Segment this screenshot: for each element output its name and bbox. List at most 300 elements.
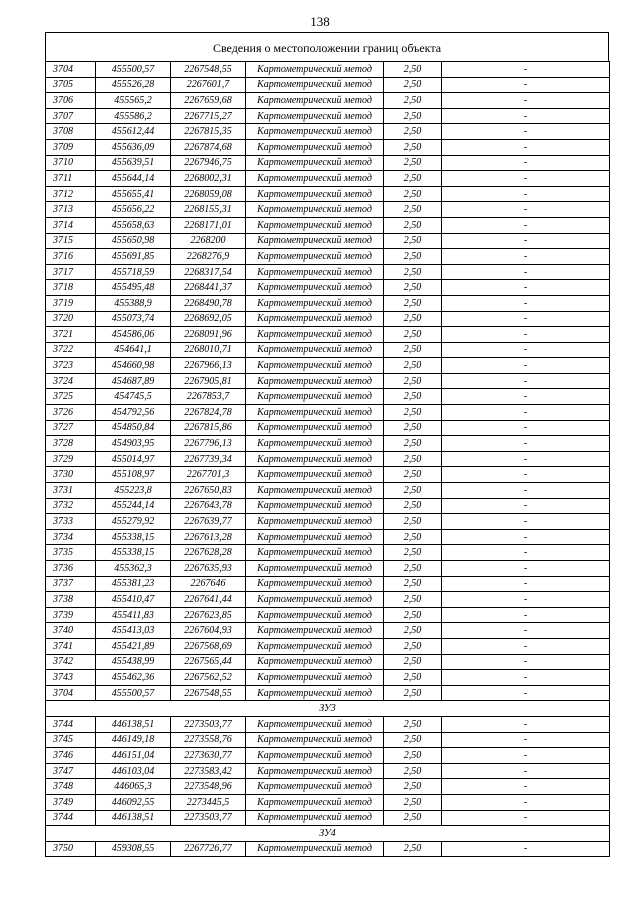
accuracy-cell: 2,50 bbox=[384, 732, 442, 748]
note-cell: - bbox=[442, 732, 610, 748]
method-cell: Картометрический метод bbox=[246, 654, 384, 670]
table-row bbox=[46, 716, 610, 732]
y-coordinate-cell: 2273503,77 bbox=[171, 716, 246, 732]
accuracy-cell: 2,50 bbox=[384, 545, 442, 561]
y-coordinate-cell: 2267641,44 bbox=[171, 592, 246, 608]
table-row bbox=[46, 202, 610, 218]
method-cell: Картометрический метод bbox=[246, 124, 384, 140]
accuracy-cell: 2,50 bbox=[384, 794, 442, 810]
note-cell: - bbox=[442, 93, 610, 109]
y-coordinate-cell: 2267796,13 bbox=[171, 436, 246, 452]
accuracy-cell: 2,50 bbox=[384, 748, 442, 764]
note-cell: - bbox=[442, 794, 610, 810]
accuracy-cell: 2,50 bbox=[384, 280, 442, 296]
point-number-cell: 3708 bbox=[46, 124, 96, 140]
accuracy-cell: 2,50 bbox=[384, 93, 442, 109]
table-row bbox=[46, 732, 610, 748]
accuracy-cell: 2,50 bbox=[384, 638, 442, 654]
y-coordinate-cell: 2267824,78 bbox=[171, 405, 246, 421]
x-coordinate-cell: 455462,36 bbox=[96, 670, 171, 686]
x-coordinate-cell: 446149,18 bbox=[96, 732, 171, 748]
note-cell: - bbox=[442, 716, 610, 732]
accuracy-cell: 2,50 bbox=[384, 405, 442, 421]
x-coordinate-cell: 455565,2 bbox=[96, 93, 171, 109]
x-coordinate-cell: 454687,89 bbox=[96, 373, 171, 389]
table-row bbox=[46, 420, 610, 436]
x-coordinate-cell: 455338,15 bbox=[96, 529, 171, 545]
y-coordinate-cell: 2268317,54 bbox=[171, 264, 246, 280]
table-row bbox=[46, 529, 610, 545]
note-cell: - bbox=[442, 295, 610, 311]
table-row bbox=[46, 685, 610, 701]
table-row bbox=[46, 514, 610, 530]
method-cell: Картометрический метод bbox=[246, 498, 384, 514]
method-cell: Картометрический метод bbox=[246, 732, 384, 748]
note-cell: - bbox=[442, 529, 610, 545]
y-coordinate-cell: 2267659,68 bbox=[171, 93, 246, 109]
note-cell: - bbox=[442, 358, 610, 374]
table-row bbox=[46, 841, 610, 857]
note-cell: - bbox=[442, 233, 610, 249]
accuracy-cell: 2,50 bbox=[384, 467, 442, 483]
note-cell: - bbox=[442, 763, 610, 779]
point-number-cell: 3711 bbox=[46, 171, 96, 187]
y-coordinate-cell: 2273445,5 bbox=[171, 794, 246, 810]
table-row bbox=[46, 638, 610, 654]
accuracy-cell: 2,50 bbox=[384, 841, 442, 857]
method-cell: Картометрический метод bbox=[246, 264, 384, 280]
x-coordinate-cell: 446138,51 bbox=[96, 810, 171, 826]
y-coordinate-cell: 2268276,9 bbox=[171, 249, 246, 265]
note-cell: - bbox=[442, 483, 610, 499]
accuracy-cell: 2,50 bbox=[384, 716, 442, 732]
method-cell: Картометрический метод bbox=[246, 249, 384, 265]
note-cell: - bbox=[442, 654, 610, 670]
note-cell: - bbox=[442, 217, 610, 233]
x-coordinate-cell: 446103,04 bbox=[96, 763, 171, 779]
x-coordinate-cell: 455381,23 bbox=[96, 576, 171, 592]
y-coordinate-cell: 2273503,77 bbox=[171, 810, 246, 826]
method-cell: Картометрический метод bbox=[246, 685, 384, 701]
x-coordinate-cell: 455644,14 bbox=[96, 171, 171, 187]
note-cell: - bbox=[442, 576, 610, 592]
table-row bbox=[46, 155, 610, 171]
y-coordinate-cell: 2267635,93 bbox=[171, 561, 246, 577]
x-coordinate-cell: 454745,5 bbox=[96, 389, 171, 405]
y-coordinate-cell: 2268059,08 bbox=[171, 186, 246, 202]
note-cell: - bbox=[442, 62, 610, 78]
point-number-cell: 3736 bbox=[46, 561, 96, 577]
point-number-cell: 3747 bbox=[46, 763, 96, 779]
point-number-cell: 3749 bbox=[46, 794, 96, 810]
method-cell: Картометрический метод bbox=[246, 514, 384, 530]
y-coordinate-cell: 2267853,7 bbox=[171, 389, 246, 405]
method-cell: Картометрический метод bbox=[246, 93, 384, 109]
note-cell: - bbox=[442, 638, 610, 654]
table-row bbox=[46, 670, 610, 686]
note-cell: - bbox=[442, 451, 610, 467]
boundary-table-container bbox=[45, 32, 609, 857]
table-row bbox=[46, 358, 610, 374]
x-coordinate-cell: 455014,97 bbox=[96, 451, 171, 467]
y-coordinate-cell: 2273548,96 bbox=[171, 779, 246, 795]
table-row bbox=[46, 623, 610, 639]
y-coordinate-cell: 2267739,34 bbox=[171, 451, 246, 467]
accuracy-cell: 2,50 bbox=[384, 389, 442, 405]
table-row bbox=[46, 233, 610, 249]
accuracy-cell: 2,50 bbox=[384, 623, 442, 639]
y-coordinate-cell: 2267815,86 bbox=[171, 420, 246, 436]
method-cell: Картометрический метод bbox=[246, 436, 384, 452]
method-cell: Картометрический метод bbox=[246, 373, 384, 389]
y-coordinate-cell: 2267646 bbox=[171, 576, 246, 592]
note-cell: - bbox=[442, 561, 610, 577]
method-cell: Картометрический метод bbox=[246, 607, 384, 623]
point-number-cell: 3706 bbox=[46, 93, 96, 109]
table-row bbox=[46, 264, 610, 280]
method-cell: Картометрический метод bbox=[246, 576, 384, 592]
y-coordinate-cell: 2267946,75 bbox=[171, 155, 246, 171]
accuracy-cell: 2,50 bbox=[384, 249, 442, 265]
point-number-cell: 3744 bbox=[46, 810, 96, 826]
point-number-cell: 3704 bbox=[46, 685, 96, 701]
method-cell: Картометрический метод bbox=[246, 233, 384, 249]
x-coordinate-cell: 455650,98 bbox=[96, 233, 171, 249]
point-number-cell: 3748 bbox=[46, 779, 96, 795]
accuracy-cell: 2,50 bbox=[384, 654, 442, 670]
note-cell: - bbox=[442, 436, 610, 452]
y-coordinate-cell: 2267562,52 bbox=[171, 670, 246, 686]
point-number-cell: 3720 bbox=[46, 311, 96, 327]
x-coordinate-cell: 455108,97 bbox=[96, 467, 171, 483]
table-row bbox=[46, 217, 610, 233]
method-cell: Картометрический метод bbox=[246, 295, 384, 311]
note-cell: - bbox=[442, 748, 610, 764]
point-number-cell: 3741 bbox=[46, 638, 96, 654]
method-cell: Картометрический метод bbox=[246, 280, 384, 296]
y-coordinate-cell: 2267565,44 bbox=[171, 654, 246, 670]
accuracy-cell: 2,50 bbox=[384, 77, 442, 93]
table-row bbox=[46, 280, 610, 296]
y-coordinate-cell: 2267548,55 bbox=[171, 62, 246, 78]
method-cell: Картометрический метод bbox=[246, 638, 384, 654]
x-coordinate-cell: 459308,55 bbox=[96, 841, 171, 857]
coordinates-table bbox=[45, 61, 610, 857]
accuracy-cell: 2,50 bbox=[384, 436, 442, 452]
accuracy-cell: 2,50 bbox=[384, 358, 442, 374]
y-coordinate-cell: 2267548,55 bbox=[171, 685, 246, 701]
method-cell: Картометрический метод bbox=[246, 389, 384, 405]
y-coordinate-cell: 2267604,93 bbox=[171, 623, 246, 639]
method-cell: Картометрический метод bbox=[246, 186, 384, 202]
point-number-cell: 3745 bbox=[46, 732, 96, 748]
method-cell: Картометрический метод bbox=[246, 529, 384, 545]
y-coordinate-cell: 2267874,68 bbox=[171, 139, 246, 155]
section-label: ЗУ4 bbox=[46, 826, 610, 842]
method-cell: Картометрический метод bbox=[246, 545, 384, 561]
point-number-cell: 3722 bbox=[46, 342, 96, 358]
x-coordinate-cell: 446092,55 bbox=[96, 794, 171, 810]
method-cell: Картометрический метод bbox=[246, 592, 384, 608]
y-coordinate-cell: 2268200 bbox=[171, 233, 246, 249]
table-row bbox=[46, 654, 610, 670]
accuracy-cell: 2,50 bbox=[384, 342, 442, 358]
table-row bbox=[46, 62, 610, 78]
method-cell: Картометрический метод bbox=[246, 108, 384, 124]
point-number-cell: 3744 bbox=[46, 716, 96, 732]
note-cell: - bbox=[442, 685, 610, 701]
table-row bbox=[46, 327, 610, 343]
method-cell: Картометрический метод bbox=[246, 327, 384, 343]
accuracy-cell: 2,50 bbox=[384, 670, 442, 686]
note-cell: - bbox=[442, 670, 610, 686]
note-cell: - bbox=[442, 623, 610, 639]
note-cell: - bbox=[442, 514, 610, 530]
x-coordinate-cell: 454792,56 bbox=[96, 405, 171, 421]
table-row bbox=[46, 373, 610, 389]
y-coordinate-cell: 2268091,96 bbox=[171, 327, 246, 343]
method-cell: Картометрический метод bbox=[246, 155, 384, 171]
table-row bbox=[46, 545, 610, 561]
x-coordinate-cell: 455223,8 bbox=[96, 483, 171, 499]
note-cell: - bbox=[442, 545, 610, 561]
method-cell: Картометрический метод bbox=[246, 77, 384, 93]
accuracy-cell: 2,50 bbox=[384, 327, 442, 343]
y-coordinate-cell: 2268002,31 bbox=[171, 171, 246, 187]
section-label-row bbox=[46, 826, 610, 842]
x-coordinate-cell: 455244,14 bbox=[96, 498, 171, 514]
note-cell: - bbox=[442, 155, 610, 171]
method-cell: Картометрический метод bbox=[246, 202, 384, 218]
point-number-cell: 3713 bbox=[46, 202, 96, 218]
x-coordinate-cell: 455691,85 bbox=[96, 249, 171, 265]
table-row bbox=[46, 607, 610, 623]
method-cell: Картометрический метод bbox=[246, 217, 384, 233]
accuracy-cell: 2,50 bbox=[384, 139, 442, 155]
method-cell: Картометрический метод bbox=[246, 171, 384, 187]
accuracy-cell: 2,50 bbox=[384, 561, 442, 577]
y-coordinate-cell: 2268155,31 bbox=[171, 202, 246, 218]
accuracy-cell: 2,50 bbox=[384, 514, 442, 530]
table-row bbox=[46, 77, 610, 93]
x-coordinate-cell: 455362,3 bbox=[96, 561, 171, 577]
accuracy-cell: 2,50 bbox=[384, 779, 442, 795]
method-cell: Картометрический метод bbox=[246, 451, 384, 467]
section-title: Сведения о местоположении границ объекта bbox=[45, 32, 609, 61]
point-number-cell: 3719 bbox=[46, 295, 96, 311]
x-coordinate-cell: 455413,03 bbox=[96, 623, 171, 639]
table-row bbox=[46, 108, 610, 124]
section-label-row bbox=[46, 701, 610, 717]
x-coordinate-cell: 455073,74 bbox=[96, 311, 171, 327]
point-number-cell: 3731 bbox=[46, 483, 96, 499]
y-coordinate-cell: 2267966,13 bbox=[171, 358, 246, 374]
table-row bbox=[46, 124, 610, 140]
table-row bbox=[46, 342, 610, 358]
method-cell: Картометрический метод bbox=[246, 62, 384, 78]
accuracy-cell: 2,50 bbox=[384, 592, 442, 608]
table-row bbox=[46, 139, 610, 155]
page-number: 138 bbox=[310, 14, 330, 29]
x-coordinate-cell: 455656,22 bbox=[96, 202, 171, 218]
method-cell: Картометрический метод bbox=[246, 311, 384, 327]
accuracy-cell: 2,50 bbox=[384, 607, 442, 623]
table-row bbox=[46, 451, 610, 467]
point-number-cell: 3705 bbox=[46, 77, 96, 93]
section-label: ЗУ3 bbox=[46, 701, 610, 717]
point-number-cell: 3743 bbox=[46, 670, 96, 686]
y-coordinate-cell: 2267815,35 bbox=[171, 124, 246, 140]
point-number-cell: 3725 bbox=[46, 389, 96, 405]
accuracy-cell: 2,50 bbox=[384, 186, 442, 202]
note-cell: - bbox=[442, 327, 610, 343]
x-coordinate-cell: 446138,51 bbox=[96, 716, 171, 732]
note-cell: - bbox=[442, 467, 610, 483]
accuracy-cell: 2,50 bbox=[384, 171, 442, 187]
note-cell: - bbox=[442, 202, 610, 218]
method-cell: Картометрический метод bbox=[246, 561, 384, 577]
table-row bbox=[46, 763, 610, 779]
accuracy-cell: 2,50 bbox=[384, 295, 442, 311]
y-coordinate-cell: 2267613,28 bbox=[171, 529, 246, 545]
point-number-cell: 3709 bbox=[46, 139, 96, 155]
point-number-cell: 3716 bbox=[46, 249, 96, 265]
note-cell: - bbox=[442, 342, 610, 358]
point-number-cell: 3739 bbox=[46, 607, 96, 623]
method-cell: Картометрический метод bbox=[246, 841, 384, 857]
table-row bbox=[46, 483, 610, 499]
point-number-cell: 3714 bbox=[46, 217, 96, 233]
y-coordinate-cell: 2273583,42 bbox=[171, 763, 246, 779]
table-row bbox=[46, 576, 610, 592]
table-row bbox=[46, 467, 610, 483]
point-number-cell: 3717 bbox=[46, 264, 96, 280]
note-cell: - bbox=[442, 779, 610, 795]
table-row bbox=[46, 748, 610, 764]
point-number-cell: 3715 bbox=[46, 233, 96, 249]
point-number-cell: 3726 bbox=[46, 405, 96, 421]
x-coordinate-cell: 455639,51 bbox=[96, 155, 171, 171]
accuracy-cell: 2,50 bbox=[384, 420, 442, 436]
method-cell: Картометрический метод bbox=[246, 420, 384, 436]
accuracy-cell: 2,50 bbox=[384, 685, 442, 701]
note-cell: - bbox=[442, 311, 610, 327]
note-cell: - bbox=[442, 77, 610, 93]
x-coordinate-cell: 455586,2 bbox=[96, 108, 171, 124]
y-coordinate-cell: 2268441,37 bbox=[171, 280, 246, 296]
point-number-cell: 3710 bbox=[46, 155, 96, 171]
accuracy-cell: 2,50 bbox=[384, 373, 442, 389]
method-cell: Картометрический метод bbox=[246, 763, 384, 779]
accuracy-cell: 2,50 bbox=[384, 311, 442, 327]
point-number-cell: 3723 bbox=[46, 358, 96, 374]
accuracy-cell: 2,50 bbox=[384, 483, 442, 499]
point-number-cell: 3738 bbox=[46, 592, 96, 608]
x-coordinate-cell: 446065,3 bbox=[96, 779, 171, 795]
x-coordinate-cell: 455718,59 bbox=[96, 264, 171, 280]
y-coordinate-cell: 2268490,78 bbox=[171, 295, 246, 311]
x-coordinate-cell: 455338,15 bbox=[96, 545, 171, 561]
method-cell: Картометрический метод bbox=[246, 670, 384, 686]
point-number-cell: 3740 bbox=[46, 623, 96, 639]
table-row bbox=[46, 311, 610, 327]
method-cell: Картометрический метод bbox=[246, 779, 384, 795]
point-number-cell: 3718 bbox=[46, 280, 96, 296]
point-number-cell: 3727 bbox=[46, 420, 96, 436]
y-coordinate-cell: 2268692,05 bbox=[171, 311, 246, 327]
note-cell: - bbox=[442, 186, 610, 202]
note-cell: - bbox=[442, 592, 610, 608]
note-cell: - bbox=[442, 124, 610, 140]
point-number-cell: 3704 bbox=[46, 62, 96, 78]
accuracy-cell: 2,50 bbox=[384, 155, 442, 171]
y-coordinate-cell: 2273630,77 bbox=[171, 748, 246, 764]
table-row bbox=[46, 405, 610, 421]
accuracy-cell: 2,50 bbox=[384, 451, 442, 467]
note-cell: - bbox=[442, 280, 610, 296]
note-cell: - bbox=[442, 841, 610, 857]
x-coordinate-cell: 454850,84 bbox=[96, 420, 171, 436]
y-coordinate-cell: 2267568,69 bbox=[171, 638, 246, 654]
x-coordinate-cell: 455495,48 bbox=[96, 280, 171, 296]
table-row bbox=[46, 93, 610, 109]
y-coordinate-cell: 2267650,83 bbox=[171, 483, 246, 499]
accuracy-cell: 2,50 bbox=[384, 217, 442, 233]
accuracy-cell: 2,50 bbox=[384, 108, 442, 124]
note-cell: - bbox=[442, 373, 610, 389]
note-cell: - bbox=[442, 810, 610, 826]
method-cell: Картометрический метод bbox=[246, 794, 384, 810]
accuracy-cell: 2,50 bbox=[384, 62, 442, 78]
y-coordinate-cell: 2268010,71 bbox=[171, 342, 246, 358]
y-coordinate-cell: 2267726,77 bbox=[171, 841, 246, 857]
method-cell: Картометрический метод bbox=[246, 810, 384, 826]
accuracy-cell: 2,50 bbox=[384, 124, 442, 140]
x-coordinate-cell: 455388,9 bbox=[96, 295, 171, 311]
table-row bbox=[46, 498, 610, 514]
x-coordinate-cell: 455500,57 bbox=[96, 685, 171, 701]
table-row bbox=[46, 592, 610, 608]
table-row bbox=[46, 186, 610, 202]
y-coordinate-cell: 2267623,85 bbox=[171, 607, 246, 623]
x-coordinate-cell: 446151,04 bbox=[96, 748, 171, 764]
note-cell: - bbox=[442, 420, 610, 436]
y-coordinate-cell: 2267905,81 bbox=[171, 373, 246, 389]
method-cell: Картометрический метод bbox=[246, 623, 384, 639]
method-cell: Картометрический метод bbox=[246, 139, 384, 155]
x-coordinate-cell: 455410,47 bbox=[96, 592, 171, 608]
point-number-cell: 3734 bbox=[46, 529, 96, 545]
method-cell: Картометрический метод bbox=[246, 405, 384, 421]
x-coordinate-cell: 455526,28 bbox=[96, 77, 171, 93]
point-number-cell: 3707 bbox=[46, 108, 96, 124]
point-number-cell: 3746 bbox=[46, 748, 96, 764]
y-coordinate-cell: 2267628,28 bbox=[171, 545, 246, 561]
method-cell: Картометрический метод bbox=[246, 483, 384, 499]
method-cell: Картометрический метод bbox=[246, 342, 384, 358]
method-cell: Картометрический метод bbox=[246, 467, 384, 483]
accuracy-cell: 2,50 bbox=[384, 810, 442, 826]
note-cell: - bbox=[442, 405, 610, 421]
x-coordinate-cell: 455612,44 bbox=[96, 124, 171, 140]
y-coordinate-cell: 2267701,3 bbox=[171, 467, 246, 483]
table-row bbox=[46, 389, 610, 405]
x-coordinate-cell: 455500,57 bbox=[96, 62, 171, 78]
point-number-cell: 3733 bbox=[46, 514, 96, 530]
point-number-cell: 3742 bbox=[46, 654, 96, 670]
point-number-cell: 3729 bbox=[46, 451, 96, 467]
y-coordinate-cell: 2267715,27 bbox=[171, 108, 246, 124]
